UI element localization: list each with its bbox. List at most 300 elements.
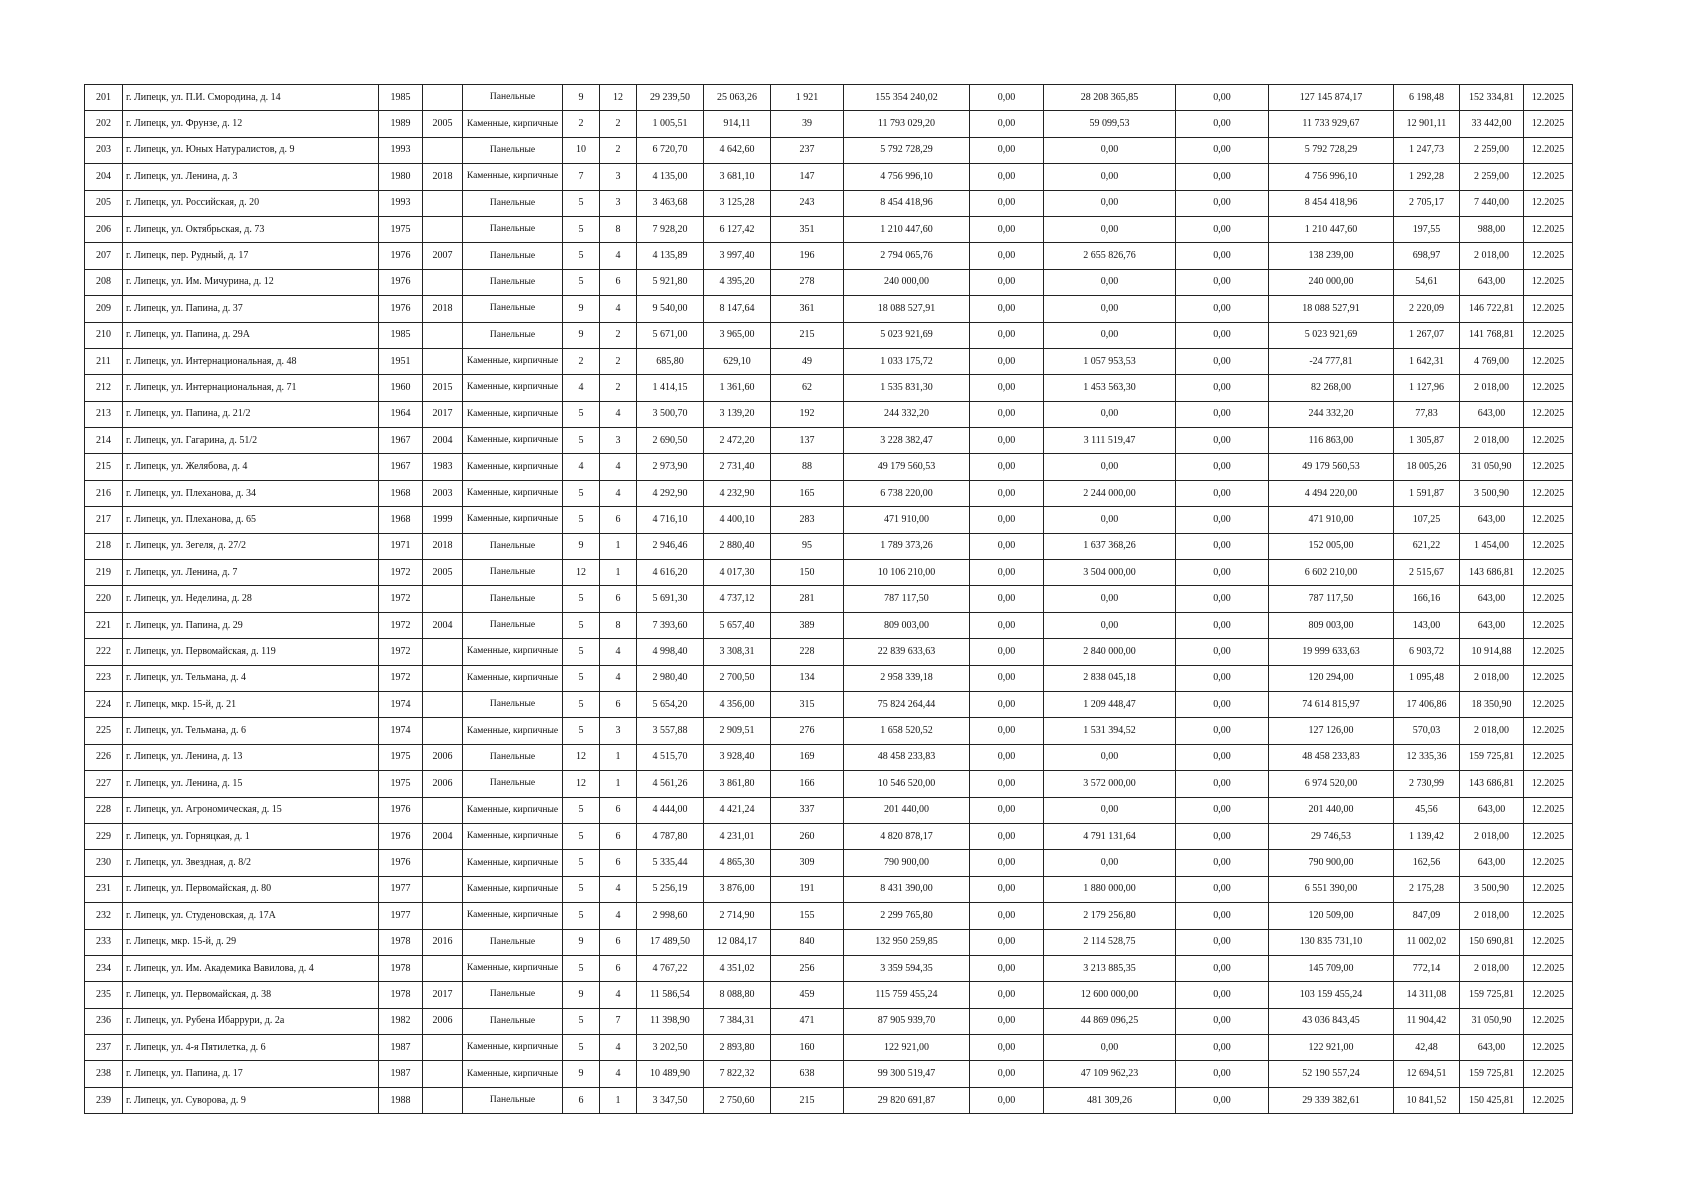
cell-total-area: 5 691,30	[637, 586, 704, 612]
cell-residents: 638	[771, 1061, 844, 1087]
cell-address: г. Липецк, ул. Октябрьская, д. 73	[123, 216, 379, 242]
cell-residents: 95	[771, 533, 844, 559]
cell-cost-budget: 0,00	[970, 876, 1044, 902]
cell-term: 12.2025	[1524, 612, 1573, 638]
cell-total-area: 17 489,50	[637, 929, 704, 955]
cell-term: 12.2025	[1524, 1035, 1573, 1061]
cell-total-cost: 11 793 029,20	[844, 111, 970, 137]
table-row	[85, 1087, 1573, 1113]
cell-entrances: 2	[600, 322, 637, 348]
cell-limit-cost: 33 442,00	[1460, 111, 1524, 137]
cell-total-area: 2 690,50	[637, 428, 704, 454]
cell-term: 12.2025	[1524, 533, 1573, 559]
cell-num: 238	[85, 1061, 123, 1087]
cell-living-area: 4 231,01	[704, 823, 771, 849]
cell-limit-cost: 2 018,00	[1460, 665, 1524, 691]
cell-entrances: 4	[600, 296, 637, 322]
cell-cost-per-sqm: 143,00	[1394, 612, 1460, 638]
cell-address: г. Липецк, ул. Интернациональная, д. 48	[123, 348, 379, 374]
cell-entrances: 1	[600, 771, 637, 797]
cell-year-built: 1968	[379, 480, 423, 506]
cell-cost-local: 0,00	[1176, 454, 1269, 480]
cell-cost-per-sqm: 107,25	[1394, 507, 1460, 533]
cell-year-repair	[423, 216, 463, 242]
cell-year-repair: 2006	[423, 1008, 463, 1034]
cell-limit-cost: 159 725,81	[1460, 982, 1524, 1008]
table-row	[85, 85, 1573, 111]
cell-cost-owners: 18 088 527,91	[1269, 296, 1394, 322]
cell-cost-owners: 130 835 731,10	[1269, 929, 1394, 955]
cell-wall-material: Панельные	[463, 586, 563, 612]
cell-living-area: 4 395,20	[704, 269, 771, 295]
cell-num: 220	[85, 586, 123, 612]
cell-wall-material: Каменные, кирпичные	[463, 348, 563, 374]
cell-total-area: 5 654,20	[637, 691, 704, 717]
cell-entrances: 4	[600, 639, 637, 665]
cell-cost-per-sqm: 2 515,67	[1394, 560, 1460, 586]
cell-entrances: 4	[600, 982, 637, 1008]
cell-cost-budget: 0,00	[970, 982, 1044, 1008]
cell-address: г. Липецк, ул. Горняцкая, д. 1	[123, 823, 379, 849]
cell-living-area: 914,11	[704, 111, 771, 137]
cell-cost-owners: -24 777,81	[1269, 348, 1394, 374]
cell-living-area: 2 880,40	[704, 533, 771, 559]
table-row	[85, 744, 1573, 770]
cell-year-built: 1985	[379, 322, 423, 348]
cell-address: г. Липецк, ул. Гагарина, д. 51/2	[123, 428, 379, 454]
cell-cost-regional: 3 504 000,00	[1044, 560, 1176, 586]
cell-year-built: 1960	[379, 375, 423, 401]
cell-cost-budget: 0,00	[970, 401, 1044, 427]
cell-floors: 5	[563, 823, 600, 849]
cell-residents: 192	[771, 401, 844, 427]
cell-cost-per-sqm: 570,03	[1394, 718, 1460, 744]
cell-num: 227	[85, 771, 123, 797]
cell-living-area: 12 084,17	[704, 929, 771, 955]
cell-cost-owners: 5 792 728,29	[1269, 137, 1394, 163]
cell-num: 214	[85, 428, 123, 454]
cell-year-repair: 2016	[423, 929, 463, 955]
cell-wall-material: Панельные	[463, 533, 563, 559]
cell-residents: 49	[771, 348, 844, 374]
cell-wall-material: Панельные	[463, 1087, 563, 1113]
cell-address: г. Липецк, ул. Папина, д. 21/2	[123, 401, 379, 427]
table-row	[85, 428, 1573, 454]
cell-year-repair: 2015	[423, 375, 463, 401]
cell-cost-budget: 0,00	[970, 243, 1044, 269]
cell-living-area: 3 139,20	[704, 401, 771, 427]
cell-cost-budget: 0,00	[970, 296, 1044, 322]
cell-limit-cost: 146 722,81	[1460, 296, 1524, 322]
cell-term: 12.2025	[1524, 85, 1573, 111]
cell-year-repair: 2005	[423, 111, 463, 137]
cell-year-built: 1976	[379, 243, 423, 269]
cell-floors: 9	[563, 533, 600, 559]
cell-wall-material: Панельные	[463, 322, 563, 348]
table-row	[85, 823, 1573, 849]
table-row	[85, 955, 1573, 981]
cell-residents: 62	[771, 375, 844, 401]
cell-limit-cost: 143 686,81	[1460, 771, 1524, 797]
table-row	[85, 691, 1573, 717]
cell-residents: 165	[771, 480, 844, 506]
table-row	[85, 1061, 1573, 1087]
cell-wall-material: Панельные	[463, 982, 563, 1008]
cell-cost-local: 0,00	[1176, 771, 1269, 797]
cell-term: 12.2025	[1524, 876, 1573, 902]
cell-num: 224	[85, 691, 123, 717]
cell-address: г. Липецк, ул. Им. Академика Вавилова, д. 4	[123, 955, 379, 981]
cell-term: 12.2025	[1524, 269, 1573, 295]
cell-total-area: 5 921,80	[637, 269, 704, 295]
cell-living-area: 7 822,32	[704, 1061, 771, 1087]
cell-total-cost: 155 354 240,02	[844, 85, 970, 111]
cell-entrances: 2	[600, 348, 637, 374]
cell-wall-material: Каменные, кирпичные	[463, 507, 563, 533]
cell-term: 12.2025	[1524, 718, 1573, 744]
cell-residents: 215	[771, 322, 844, 348]
cell-limit-cost: 2 018,00	[1460, 955, 1524, 981]
table-row	[85, 586, 1573, 612]
cell-total-cost: 4 756 996,10	[844, 164, 970, 190]
cell-term: 12.2025	[1524, 454, 1573, 480]
cell-total-area: 4 561,26	[637, 771, 704, 797]
cell-residents: 471	[771, 1008, 844, 1034]
cell-term: 12.2025	[1524, 929, 1573, 955]
cell-year-repair	[423, 586, 463, 612]
cell-cost-owners: 787 117,50	[1269, 586, 1394, 612]
cell-year-built: 1980	[379, 164, 423, 190]
cell-total-cost: 87 905 939,70	[844, 1008, 970, 1034]
cell-year-repair: 1999	[423, 507, 463, 533]
cell-year-repair: 2018	[423, 164, 463, 190]
cell-cost-local: 0,00	[1176, 533, 1269, 559]
cell-cost-owners: 4 494 220,00	[1269, 480, 1394, 506]
cell-cost-per-sqm: 2 730,99	[1394, 771, 1460, 797]
cell-limit-cost: 2 018,00	[1460, 903, 1524, 929]
cell-term: 12.2025	[1524, 1061, 1573, 1087]
cell-wall-material: Каменные, кирпичные	[463, 876, 563, 902]
cell-cost-per-sqm: 10 841,52	[1394, 1087, 1460, 1113]
cell-address: г. Липецк, ул. Зегеля, д. 27/2	[123, 533, 379, 559]
cell-cost-owners: 790 900,00	[1269, 850, 1394, 876]
cell-living-area: 3 928,40	[704, 744, 771, 770]
cell-address: г. Липецк, ул. Папина, д. 17	[123, 1061, 379, 1087]
cell-cost-regional: 2 838 045,18	[1044, 665, 1176, 691]
cell-living-area: 4 017,30	[704, 560, 771, 586]
cell-entrances: 4	[600, 903, 637, 929]
cell-wall-material: Каменные, кирпичные	[463, 454, 563, 480]
table-row	[85, 216, 1573, 242]
cell-cost-per-sqm: 11 002,02	[1394, 929, 1460, 955]
cell-term: 12.2025	[1524, 982, 1573, 1008]
cell-cost-owners: 19 999 633,63	[1269, 639, 1394, 665]
cell-floors: 5	[563, 507, 600, 533]
cell-num: 218	[85, 533, 123, 559]
table-row	[85, 375, 1573, 401]
cell-term: 12.2025	[1524, 137, 1573, 163]
cell-cost-owners: 48 458 233,83	[1269, 744, 1394, 770]
table-row	[85, 243, 1573, 269]
cell-cost-owners: 201 440,00	[1269, 797, 1394, 823]
cell-address: г. Липецк, ул. Плеханова, д. 34	[123, 480, 379, 506]
cell-entrances: 8	[600, 612, 637, 638]
cell-cost-per-sqm: 42,48	[1394, 1035, 1460, 1061]
cell-living-area: 2 750,60	[704, 1087, 771, 1113]
cell-total-area: 4 787,80	[637, 823, 704, 849]
cell-residents: 196	[771, 243, 844, 269]
cell-entrances: 4	[600, 1035, 637, 1061]
cell-term: 12.2025	[1524, 850, 1573, 876]
cell-cost-owners: 6 602 210,00	[1269, 560, 1394, 586]
cell-total-cost: 48 458 233,83	[844, 744, 970, 770]
cell-address: г. Липецк, ул. Звездная, д. 8/2	[123, 850, 379, 876]
cell-cost-local: 0,00	[1176, 1035, 1269, 1061]
cell-address: г. Липецк, ул. Желябова, д. 4	[123, 454, 379, 480]
cell-living-area: 2 731,40	[704, 454, 771, 480]
cell-living-area: 4 356,00	[704, 691, 771, 717]
cell-cost-regional: 0,00	[1044, 797, 1176, 823]
cell-year-built: 1951	[379, 348, 423, 374]
cell-cost-owners: 120 294,00	[1269, 665, 1394, 691]
cell-cost-regional: 2 840 000,00	[1044, 639, 1176, 665]
cell-limit-cost: 159 725,81	[1460, 744, 1524, 770]
cell-total-cost: 10 546 520,00	[844, 771, 970, 797]
cell-floors: 6	[563, 1087, 600, 1113]
table-row	[85, 929, 1573, 955]
cell-cost-budget: 0,00	[970, 85, 1044, 111]
cell-cost-local: 0,00	[1176, 929, 1269, 955]
cell-residents: 309	[771, 850, 844, 876]
cell-floors: 4	[563, 375, 600, 401]
cell-total-area: 7 393,60	[637, 612, 704, 638]
cell-cost-owners: 120 509,00	[1269, 903, 1394, 929]
cell-cost-owners: 4 756 996,10	[1269, 164, 1394, 190]
cell-cost-regional: 3 111 519,47	[1044, 428, 1176, 454]
cell-cost-regional: 0,00	[1044, 612, 1176, 638]
cell-total-cost: 1 789 373,26	[844, 533, 970, 559]
cell-year-repair	[423, 1061, 463, 1087]
cell-address: г. Липецк, ул. Агрономическая, д. 15	[123, 797, 379, 823]
cell-living-area: 3 861,80	[704, 771, 771, 797]
cell-entrances: 1	[600, 1087, 637, 1113]
cell-cost-local: 0,00	[1176, 111, 1269, 137]
cell-year-built: 1964	[379, 401, 423, 427]
cell-address: г. Липецк, ул. Плеханова, д. 65	[123, 507, 379, 533]
cell-num: 201	[85, 85, 123, 111]
cell-term: 12.2025	[1524, 691, 1573, 717]
cell-cost-per-sqm: 77,83	[1394, 401, 1460, 427]
cell-address: г. Липецк, ул. Тельмана, д. 6	[123, 718, 379, 744]
cell-year-repair	[423, 797, 463, 823]
cell-residents: 840	[771, 929, 844, 955]
cell-total-cost: 6 738 220,00	[844, 480, 970, 506]
cell-cost-regional: 28 208 365,85	[1044, 85, 1176, 111]
cell-year-repair: 2004	[423, 612, 463, 638]
cell-living-area: 3 965,00	[704, 322, 771, 348]
cell-term: 12.2025	[1524, 744, 1573, 770]
cell-entrances: 6	[600, 507, 637, 533]
cell-limit-cost: 2 259,00	[1460, 137, 1524, 163]
cell-total-area: 9 540,00	[637, 296, 704, 322]
cell-residents: 88	[771, 454, 844, 480]
cell-cost-budget: 0,00	[970, 586, 1044, 612]
cell-total-area: 4 515,70	[637, 744, 704, 770]
cell-wall-material: Каменные, кирпичные	[463, 850, 563, 876]
cell-cost-per-sqm: 18 005,26	[1394, 454, 1460, 480]
cell-residents: 137	[771, 428, 844, 454]
cell-total-cost: 1 033 175,72	[844, 348, 970, 374]
cell-address: г. Липецк, ул. Папина, д. 37	[123, 296, 379, 322]
cell-cost-budget: 0,00	[970, 533, 1044, 559]
cell-floors: 5	[563, 1008, 600, 1034]
cell-cost-budget: 0,00	[970, 955, 1044, 981]
cell-cost-owners: 103 159 455,24	[1269, 982, 1394, 1008]
cell-total-area: 4 292,90	[637, 480, 704, 506]
cell-total-cost: 3 359 594,35	[844, 955, 970, 981]
cell-limit-cost: 2 018,00	[1460, 718, 1524, 744]
cell-year-repair	[423, 876, 463, 902]
cell-floors: 9	[563, 929, 600, 955]
cell-total-area: 3 557,88	[637, 718, 704, 744]
cell-cost-local: 0,00	[1176, 1087, 1269, 1113]
cell-residents: 134	[771, 665, 844, 691]
cell-cost-owners: 471 910,00	[1269, 507, 1394, 533]
cell-residents: 389	[771, 612, 844, 638]
cell-year-repair	[423, 850, 463, 876]
cell-total-area: 3 500,70	[637, 401, 704, 427]
cell-entrances: 3	[600, 718, 637, 744]
cell-cost-per-sqm: 1 139,42	[1394, 823, 1460, 849]
table-row	[85, 296, 1573, 322]
table-row	[85, 639, 1573, 665]
cell-address: г. Липецк, ул. 4-я Пятилетка, д. 6	[123, 1035, 379, 1061]
cell-year-repair: 2004	[423, 823, 463, 849]
cell-num: 204	[85, 164, 123, 190]
cell-term: 12.2025	[1524, 1087, 1573, 1113]
cell-floors: 5	[563, 903, 600, 929]
cell-year-built: 1993	[379, 190, 423, 216]
table-row	[85, 982, 1573, 1008]
cell-wall-material: Каменные, кирпичные	[463, 1061, 563, 1087]
cell-cost-budget: 0,00	[970, 454, 1044, 480]
cell-limit-cost: 159 725,81	[1460, 1061, 1524, 1087]
cell-wall-material: Панельные	[463, 137, 563, 163]
cell-cost-budget: 0,00	[970, 428, 1044, 454]
cell-year-built: 1977	[379, 903, 423, 929]
cell-term: 12.2025	[1524, 823, 1573, 849]
cell-address: г. Липецк, пер. Рудный, д. 17	[123, 243, 379, 269]
cell-entrances: 8	[600, 216, 637, 242]
cell-floors: 5	[563, 269, 600, 295]
cell-cost-local: 0,00	[1176, 216, 1269, 242]
cell-cost-per-sqm: 12 901,11	[1394, 111, 1460, 137]
cell-address: г. Липецк, ул. Юных Натуралистов, д. 9	[123, 137, 379, 163]
cell-floors: 5	[563, 1035, 600, 1061]
cell-term: 12.2025	[1524, 401, 1573, 427]
cell-cost-owners: 152 005,00	[1269, 533, 1394, 559]
cell-floors: 5	[563, 586, 600, 612]
cell-entrances: 4	[600, 876, 637, 902]
cell-total-cost: 3 228 382,47	[844, 428, 970, 454]
cell-term: 12.2025	[1524, 586, 1573, 612]
cell-living-area: 2 893,80	[704, 1035, 771, 1061]
cell-term: 12.2025	[1524, 428, 1573, 454]
cell-residents: 351	[771, 216, 844, 242]
cell-term: 12.2025	[1524, 111, 1573, 137]
cell-cost-owners: 240 000,00	[1269, 269, 1394, 295]
cell-floors: 5	[563, 190, 600, 216]
cell-term: 12.2025	[1524, 507, 1573, 533]
cell-living-area: 8 088,80	[704, 982, 771, 1008]
cell-total-area: 2 946,46	[637, 533, 704, 559]
cell-cost-owners: 1 210 447,60	[1269, 216, 1394, 242]
cell-year-repair	[423, 269, 463, 295]
cell-wall-material: Панельные	[463, 269, 563, 295]
table-row	[85, 480, 1573, 506]
cell-year-repair	[423, 190, 463, 216]
cell-cost-owners: 6 551 390,00	[1269, 876, 1394, 902]
cell-wall-material: Каменные, кирпичные	[463, 428, 563, 454]
cell-total-cost: 29 820 691,87	[844, 1087, 970, 1113]
cell-cost-owners: 82 268,00	[1269, 375, 1394, 401]
cell-cost-local: 0,00	[1176, 1061, 1269, 1087]
cell-cost-regional: 0,00	[1044, 1035, 1176, 1061]
cell-total-area: 5 671,00	[637, 322, 704, 348]
cell-cost-per-sqm: 166,16	[1394, 586, 1460, 612]
cell-cost-owners: 74 614 815,97	[1269, 691, 1394, 717]
cell-limit-cost: 988,00	[1460, 216, 1524, 242]
cell-entrances: 4	[600, 1061, 637, 1087]
cell-entrances: 3	[600, 164, 637, 190]
cell-total-cost: 2 794 065,76	[844, 243, 970, 269]
cell-living-area: 4 642,60	[704, 137, 771, 163]
cell-term: 12.2025	[1524, 1008, 1573, 1034]
cell-cost-budget: 0,00	[970, 639, 1044, 665]
cell-total-cost: 201 440,00	[844, 797, 970, 823]
cell-floors: 5	[563, 850, 600, 876]
cell-term: 12.2025	[1524, 665, 1573, 691]
cell-cost-per-sqm: 1 292,28	[1394, 164, 1460, 190]
cell-entrances: 3	[600, 190, 637, 216]
cell-cost-regional: 1 637 368,26	[1044, 533, 1176, 559]
cell-living-area: 629,10	[704, 348, 771, 374]
cell-living-area: 2 472,20	[704, 428, 771, 454]
cell-total-area: 3 347,50	[637, 1087, 704, 1113]
cell-wall-material: Каменные, кирпичные	[463, 639, 563, 665]
cell-num: 219	[85, 560, 123, 586]
cell-cost-regional: 0,00	[1044, 454, 1176, 480]
cell-term: 12.2025	[1524, 903, 1573, 929]
cell-residents: 228	[771, 639, 844, 665]
cell-year-repair	[423, 718, 463, 744]
cell-total-cost: 790 900,00	[844, 850, 970, 876]
cell-cost-budget: 0,00	[970, 744, 1044, 770]
cell-cost-per-sqm: 54,61	[1394, 269, 1460, 295]
table-row	[85, 876, 1573, 902]
cell-total-area: 6 720,70	[637, 137, 704, 163]
cell-residents: 281	[771, 586, 844, 612]
cell-year-repair: 1983	[423, 454, 463, 480]
cell-living-area: 8 147,64	[704, 296, 771, 322]
cell-cost-owners: 5 023 921,69	[1269, 322, 1394, 348]
cell-living-area: 4 351,02	[704, 955, 771, 981]
cell-floors: 10	[563, 137, 600, 163]
cell-year-built: 1993	[379, 137, 423, 163]
cell-floors: 5	[563, 718, 600, 744]
cell-year-repair	[423, 691, 463, 717]
cell-cost-regional: 2 179 256,80	[1044, 903, 1176, 929]
